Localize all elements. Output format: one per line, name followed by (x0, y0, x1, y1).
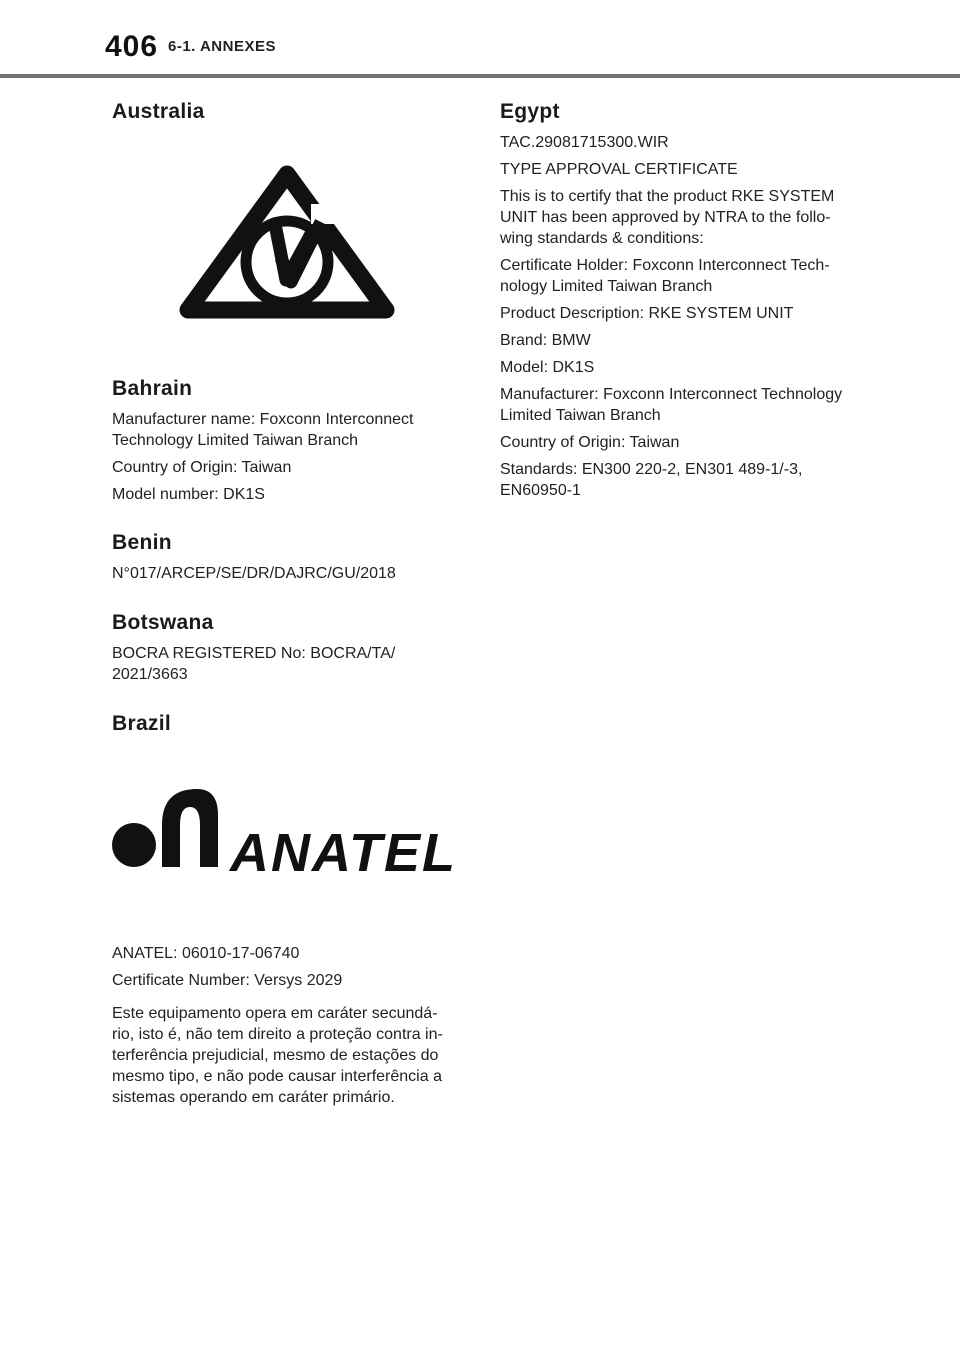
anatel-notice: Este equipamento opera em caráter secundá- rio, isto é, não tem direito a proteção contra in- terferência prejudicial, mesmo de estações do mesmo tipo, e não pode causar interferência a sistemas operando em caráter primário. (112, 1005, 443, 1106)
heading-australia: Australia (112, 100, 205, 123)
heading-egypt: Egypt (500, 100, 560, 123)
heading-botswana: Botswana (112, 611, 214, 634)
section-title: 6-1. ANNEXES (168, 38, 276, 55)
section-bahrain (112, 377, 462, 511)
bahrain-manufacturer: Manufacturer name: Foxconn Interconnect Technology Limited Taiwan Branch (112, 411, 414, 449)
egypt-tac: TAC.29081715300.WIR (500, 134, 669, 151)
anatel-number: ANATEL: 06010-17-06740 (112, 945, 300, 962)
anatel-logo (112, 785, 462, 880)
page-number: 406 (105, 30, 159, 63)
egypt-product: Product Description: RKE SYSTEM UNIT (500, 305, 794, 322)
heading-bahrain: Bahrain (112, 377, 193, 400)
egypt-standards: Standards: EN300 220-2, EN301 489-1/-3, EN60950-1 (500, 461, 803, 499)
rcm-mark-icon (172, 160, 402, 330)
egypt-statement: This is to certify that the product RKE SYSTEM UNIT has been approved by NTRA to the follo- wing standards & conditions: (500, 188, 835, 247)
egypt-model: Model: DK1S (500, 359, 595, 376)
certificate-number: Certificate Number: Versys 2029 (112, 972, 343, 989)
heading-benin: Benin (112, 531, 172, 554)
section-australia (112, 100, 462, 132)
egypt-certificate-type: TYPE APPROVAL CERTIFICATE (500, 161, 738, 178)
section-egypt (500, 100, 860, 507)
bahrain-origin: Country of Origin: Taiwan (112, 459, 292, 476)
page-header (0, 0, 960, 80)
header-divider (0, 74, 960, 78)
section-benin (112, 531, 462, 590)
benin-number: N°017/ARCEP/SE/DR/DAJRC/GU/2018 (112, 565, 396, 582)
section-botswana (112, 611, 462, 691)
anatel-logo-text: ANATEL (230, 823, 457, 880)
heading-brazil: Brazil (112, 712, 171, 735)
egypt-holder: Certificate Holder: Foxconn Interconnect Tech- nology Limited Taiwan Branch (500, 257, 830, 295)
egypt-brand: Brand: BMW (500, 332, 591, 349)
egypt-origin: Country of Origin: Taiwan (500, 434, 680, 451)
section-brazil (112, 712, 462, 744)
section-brazil-details (112, 943, 462, 1114)
egypt-manufacturer: Manufacturer: Foxconn Interconnect Technology Limited Taiwan Branch (500, 386, 843, 424)
bahrain-model: Model number: DK1S (112, 486, 265, 503)
botswana-registration: BOCRA REGISTERED No: BOCRA/TA/ 2021/3663 (112, 645, 396, 683)
